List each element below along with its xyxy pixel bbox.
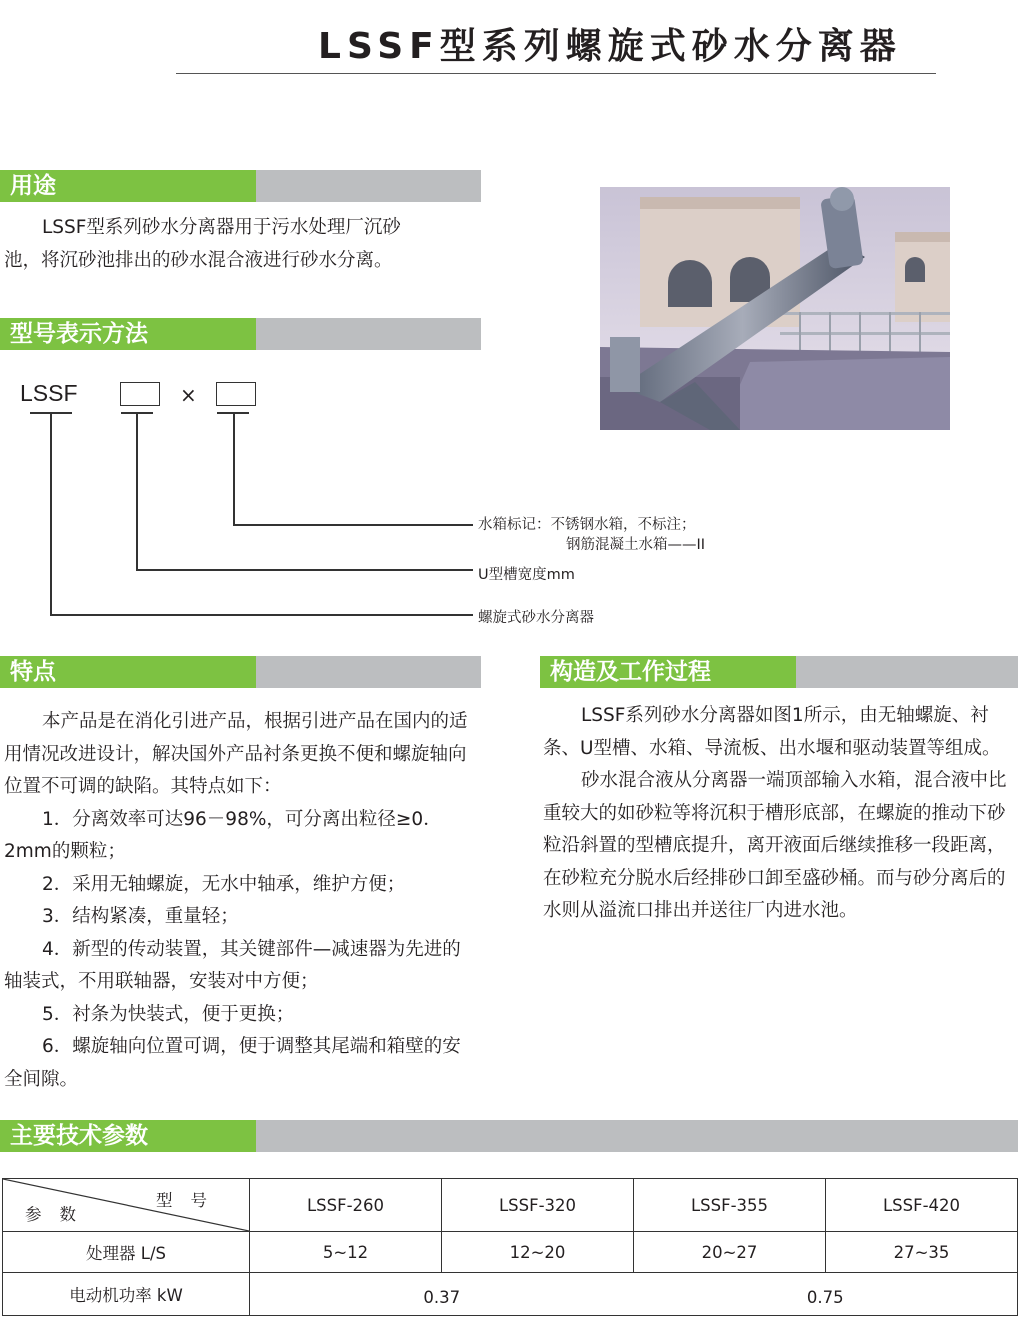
table-cell-capacity-label: 处理器 L/S bbox=[3, 1232, 250, 1273]
feature-item-1: 1．分离效率可达96－98%，可分离出粒径≥0．2mm的颗粒； bbox=[4, 808, 442, 862]
notation-times: × bbox=[180, 383, 197, 407]
corner-label-model: 型号 bbox=[156, 1191, 225, 1210]
section-header-usage bbox=[0, 170, 481, 202]
corner-label-param: 参数 bbox=[25, 1205, 94, 1224]
features-paragraph bbox=[4, 706, 476, 1096]
feature-item-2: 2．采用无轴螺旋，无水中轴承，维护方便； bbox=[42, 873, 406, 895]
section-header-features bbox=[0, 656, 481, 688]
section-title-structure: 构造及工作过程 bbox=[540, 656, 796, 688]
title-rule bbox=[176, 73, 936, 74]
leader-width-v bbox=[136, 412, 138, 570]
usage-line-1: LSSF型系列砂水分离器用于污水处理厂沉砂 bbox=[42, 217, 401, 238]
table-cell: 20~27 bbox=[634, 1232, 826, 1273]
table-cell-power-1: 0.37 bbox=[250, 1273, 634, 1316]
table-corner-cell bbox=[3, 1179, 250, 1232]
table-row-header bbox=[3, 1179, 1018, 1232]
section-header-params bbox=[0, 1120, 1018, 1152]
section-title-params: 主要技术参数 bbox=[0, 1120, 256, 1152]
features-intro: 本产品是在消化引进产品，根据引进产品在国内的适用情况改进设计，解决国外产品衬条更换不便和螺旋轴向位置不可调的缺陷。其特点如下： bbox=[4, 711, 468, 797]
table-cell: 5~12 bbox=[250, 1232, 442, 1273]
notation-label-tank-2: 钢筋混凝土水箱——II bbox=[566, 537, 706, 553]
page-title: LSSF型系列螺旋式砂水分离器 bbox=[318, 26, 902, 67]
feature-item-6: 6．螺旋轴向位置可调，便于调整其尾端和箱壁的安全间隙。 bbox=[4, 1036, 461, 1090]
structure-p2: 砂水混合液从分离器一端顶部输入水箱，混合液中比重较大的如砂粒等将沉积于槽形底部，在螺旋的推动下砂粒沿斜置的型槽底提升，离开液面后继续推移一段距离，在砂粒充分脱水后经排砂口卸至盛砂桶。而与砂分离后的水则从溢流口排出并送往厂内进水池。 bbox=[543, 770, 1007, 921]
table-cell: 12~20 bbox=[442, 1232, 634, 1273]
table-cell-power-label: 电动机功率 kW bbox=[3, 1273, 250, 1316]
notation-label-tank-1: 水箱标记：不锈钢水箱，不标注； bbox=[478, 517, 696, 533]
section-header-structure bbox=[540, 656, 1018, 688]
notation-box-width bbox=[120, 382, 160, 406]
table-header-model-3: LSSF-355 bbox=[634, 1179, 826, 1232]
table-row-power bbox=[3, 1273, 1018, 1316]
table-row-capacity bbox=[3, 1232, 1018, 1273]
section-header-model-notation bbox=[0, 318, 481, 350]
leader-type-v bbox=[50, 412, 52, 615]
structure-p1: LSSF系列砂水分离器如图1所示，由无轴螺旋、衬条、U型槽、水箱、导流板、出水堰和驱动装置等组成。 bbox=[543, 705, 1001, 759]
notation-label-type: 螺旋式砂水分离器 bbox=[478, 610, 594, 626]
notation-prefix: LSSF bbox=[20, 380, 78, 406]
leader-tank-h bbox=[233, 524, 473, 526]
spec-table bbox=[2, 1178, 1018, 1316]
table-header-model-2: LSSF-320 bbox=[442, 1179, 634, 1232]
table-cell: 27~35 bbox=[826, 1232, 1018, 1273]
feature-item-3: 3．结构紧凑，重量轻； bbox=[42, 906, 239, 927]
table-cell-power-2: 0.75 bbox=[634, 1273, 1018, 1316]
structure-paragraph bbox=[543, 700, 1018, 928]
leader-tank-v bbox=[233, 412, 235, 525]
section-title-model-notation: 型号表示方法 bbox=[0, 318, 256, 350]
table-header-model-1: LSSF-260 bbox=[250, 1179, 442, 1232]
notation-box-tank bbox=[216, 382, 256, 406]
usage-paragraph bbox=[4, 212, 480, 277]
feature-item-4: 4．新型的传动装置，其关键部件—减速器为先进的轴装式，不用联轴器，安装对中方便； bbox=[4, 938, 461, 992]
notation-label-width: U型槽宽度mm bbox=[478, 567, 575, 583]
model-notation-diagram bbox=[0, 370, 760, 640]
table-header-model-4: LSSF-420 bbox=[826, 1179, 1018, 1232]
feature-item-5: 5．衬条为快装式，便于更换； bbox=[42, 1003, 295, 1025]
leader-width-h bbox=[136, 569, 473, 571]
section-title-usage: 用途 bbox=[0, 170, 256, 202]
usage-line-2: 池，将沉砂池排出的砂水混合液进行砂水分离。 bbox=[4, 249, 393, 271]
section-title-features: 特点 bbox=[0, 656, 256, 688]
leader-type-h bbox=[50, 614, 473, 616]
